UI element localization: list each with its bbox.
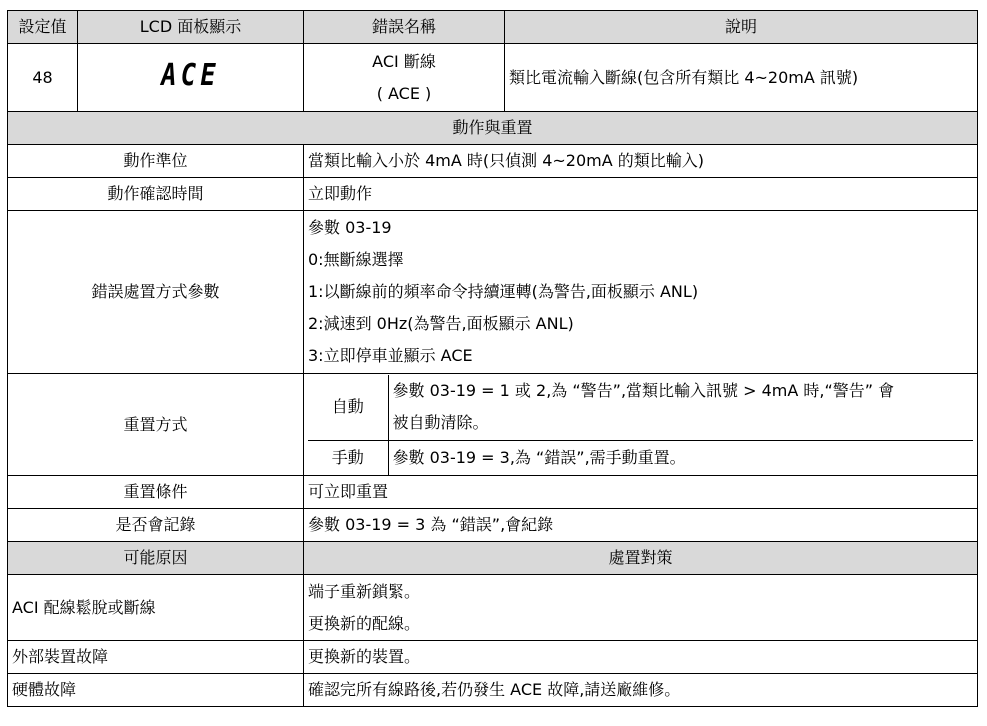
reset-auto-line2: 被自動清除。 <box>392 413 489 433</box>
header-error-name: 錯誤名稱 <box>304 11 505 44</box>
handling-line: 0:無斷線選擇 <box>308 250 404 269</box>
cause-actions <box>304 575 978 641</box>
table-header-row <box>8 11 978 44</box>
reset-condition-label: 重置條件 <box>8 476 304 509</box>
cause-header: 可能原因 <box>8 542 304 575</box>
section-action-title: 動作與重置 <box>8 112 978 145</box>
reset-method-detail <box>304 374 978 476</box>
causes-header-row <box>8 542 978 575</box>
handling-label: 錯誤處置方式參數 <box>8 211 304 374</box>
header-setting: 設定值 <box>8 11 78 44</box>
reset-method-row <box>8 374 978 476</box>
action-header: 處置對策 <box>304 542 978 575</box>
cause-action-line: 更換新的裝置。 <box>304 641 978 674</box>
cause-action-line: 確認完所有線路後,若仍發生 ACE 故障,請送廠維修。 <box>304 674 978 707</box>
lcd-display-cell <box>78 44 304 112</box>
fault-value: 48 <box>8 44 78 112</box>
handling-line: 1:以斷線前的頻率命令持續運轉(為警告,面板顯示 ANL) <box>308 282 699 301</box>
section-action-row <box>8 112 978 145</box>
action-level-label: 動作準位 <box>8 145 304 178</box>
handling-row <box>8 211 978 374</box>
record-value: 參數 03-19 = 3 為 “錯誤”,會紀錄 <box>304 509 978 542</box>
reset-method-subtable <box>308 375 973 475</box>
cause-row <box>8 674 978 707</box>
fault-name <box>304 44 505 112</box>
handling-lines <box>304 211 978 374</box>
fault-table <box>7 10 978 707</box>
reset-manual-label: 手動 <box>308 441 388 475</box>
cause-text: ACI 配線鬆脫或斷線 <box>8 575 304 641</box>
cause-action-line: 端子重新鎖緊。 <box>308 581 421 601</box>
reset-condition-row <box>8 476 978 509</box>
reset-condition-value: 可立即重置 <box>304 476 978 509</box>
reset-auto-value <box>388 375 973 441</box>
handling-line: 3:立即停車並顯示 ACE <box>308 346 473 365</box>
header-lcd: LCD 面板顯示 <box>78 11 304 44</box>
cause-action-line: 更換新的配線。 <box>308 613 421 633</box>
confirm-time-label: 動作確認時間 <box>8 178 304 211</box>
handling-line: 2:減速到 0Hz(為警告,面板顯示 ANL) <box>308 314 574 333</box>
record-row <box>8 509 978 542</box>
lcd-display: ACE <box>161 57 220 93</box>
fault-description: 類比電流輸入斷線(包含所有類比 4~20mA 訊號) <box>505 44 978 112</box>
confirm-time-row <box>8 178 978 211</box>
reset-auto-label: 自動 <box>331 397 364 417</box>
reset-auto-line1: 參數 03-19 = 1 或 2,為 “警告”,當類比輸入訊號 > 4mA 時,“警告” 會 <box>392 381 895 401</box>
header-description: 說明 <box>505 11 978 44</box>
action-level-row <box>8 145 978 178</box>
confirm-time-value: 立即動作 <box>304 178 978 211</box>
cause-row <box>8 575 978 641</box>
record-label: 是否會記錄 <box>8 509 304 542</box>
action-level-value: 當類比輸入小於 4mA 時(只偵測 4~20mA 的類比輸入) <box>304 145 978 178</box>
handling-line: 參數 03-19 <box>308 218 392 237</box>
cause-row <box>8 641 978 674</box>
reset-method-label: 重置方式 <box>8 374 304 476</box>
cause-text: 硬體故障 <box>8 674 304 707</box>
reset-manual-value: 參數 03-19 = 3,為 “錯誤”,需手動重置。 <box>388 441 973 475</box>
fault-name-line1: ACI 斷線 <box>372 51 436 71</box>
cause-text: 外部裝置故障 <box>8 641 304 674</box>
fault-name-line2: ( ACE ) <box>376 83 432 103</box>
fault-row <box>8 44 978 112</box>
